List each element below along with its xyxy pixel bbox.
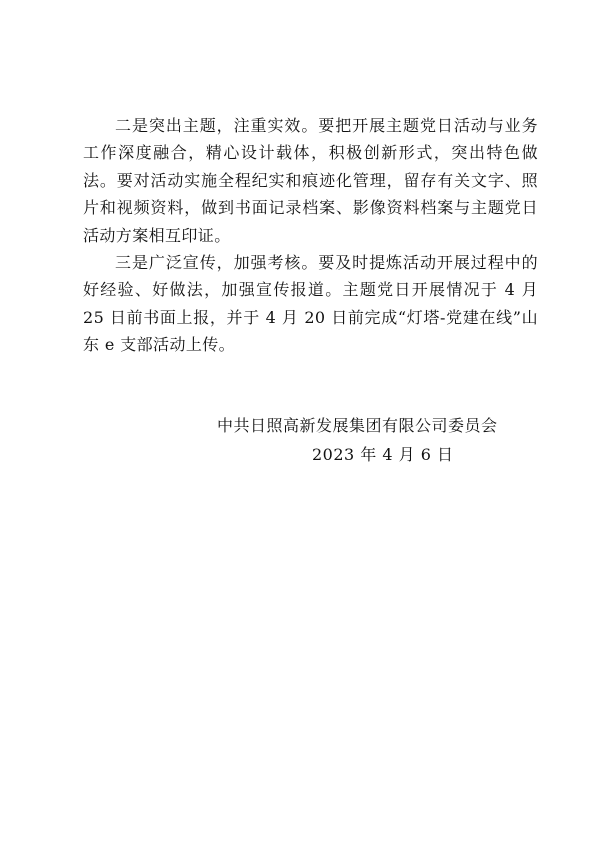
issuing-organization: 中共日照高新发展集团有限公司委员会 bbox=[217, 416, 498, 435]
document-body bbox=[83, 112, 538, 359]
paragraph-3-publicity-assessment: 三是广泛宣传，加强考核。要及时提炼活动开展过程中的好经验、好做法，加强宣传报道。主题党日开展情况于 4 月 25 日前书面上报，并于 4 月 20 日前完成“灯塔-党建在线”山东 e 支部活动上传。 bbox=[83, 253, 538, 355]
issue-date: 2023 年 4 月 6 日 bbox=[312, 445, 454, 464]
paragraph-2-highlight-theme: 二是突出主题，注重实效。要把开展主题党日活动与业务工作深度融合，精心设计载体，积极创新形式，突出特色做法。要对活动实施全程纪实和痕迹化管理，留存有关文字、照片和视频资料，做到书面记录档案、影像资料档案与主题党日活动方案相互印证。 bbox=[83, 116, 538, 245]
